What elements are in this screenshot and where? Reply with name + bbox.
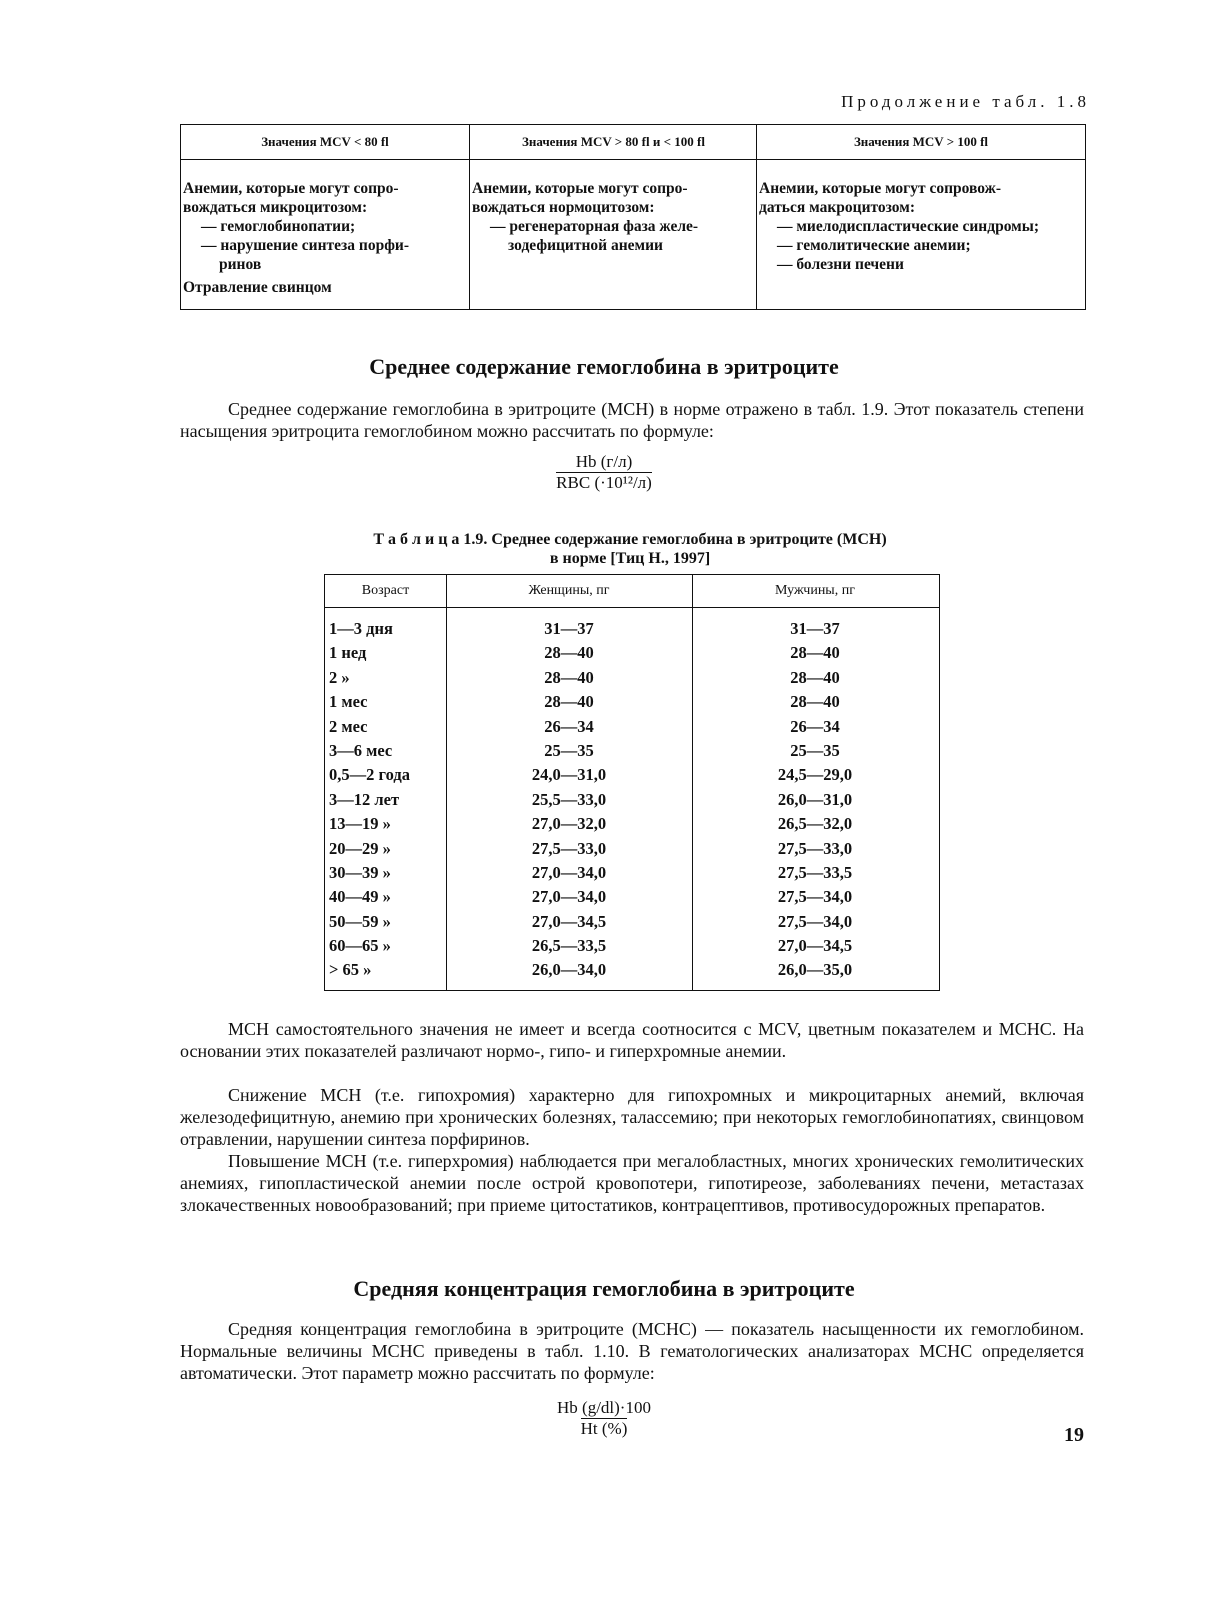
table-cell: 25—35 [790,740,840,760]
table-cell: 26,0—31,0 [777,789,853,809]
cell-line: — нарушение синтеза порфи- [201,237,410,254]
table-cell: 27,0—34,5 [777,936,853,956]
cell-line: — миелодиспластические синдромы; [777,218,1039,235]
table-cell: 26,5—33,5 [531,936,607,956]
table-1-8-col-3 [756,125,1085,309]
table-cell: 31—37 [544,619,594,638]
formula-numerator: Hb (г/л) [575,452,633,471]
table-row [325,668,939,692]
cell-line: Анемии, которые могут сопровож- [759,180,1002,197]
cell-line: — гемоглобинопатии; [201,218,356,235]
table-cell: 28—40 [790,643,840,663]
table-cell: 28—40 [544,667,594,687]
table-header-cell: Значения MCV > 80 fl и < 100 fl [522,134,705,149]
formula-mchc [0,1398,1208,1439]
table-cell: 50—59 » [329,911,391,931]
paragraph: Снижение MCH (т.е. гипохромия) характерно для гипохромных и микроцитарных анемий, включая железодефицитную, анемию при хронических болезнях, талассемию; при некоторых гемоглобинопатиях, свинцовом отравлении, нарушении синтеза порфиринов. [180,1085,1084,1149]
table-cell: 30—39 » [329,862,391,882]
table-cell: 27,5—34,0 [777,887,853,907]
table-header-cell: Значения MCV < 80 fl [261,134,389,149]
table-1-8 [180,124,1086,310]
table-cell: 3—12 лет [329,789,400,809]
table-header-cell: Женщины, пг [528,583,610,598]
table-row [325,741,939,765]
table-cell: 28—40 [544,692,594,712]
table-cell: 27,0—34,0 [531,862,607,882]
table-row [325,643,939,667]
cell-line: Анемии, которые могут сопро- [183,180,399,197]
table-row [325,887,939,911]
table-cell: 2 мес [329,716,368,736]
table-1-8-col-1 [181,125,469,309]
caption-line: Т а б л и ц а 1.9. Среднее содержание гемоглобина в эритроците (MCH) [373,531,887,548]
table-cell: 27,5—33,0 [777,838,853,858]
formula-numerator: Hb (g/dl)·100 [557,1398,651,1417]
table-cell: 1 мес [329,692,368,712]
table-row [325,936,939,960]
table-body [325,619,939,985]
table-cell: 27,5—33,5 [777,862,853,882]
paragraph: Средняя концентрация гемоглобина в эритроците (MCHC) — показатель насыщенности их гемоглобином. Нормальные величины MCHC приведены в табл. 1.10. В гематологических анализаторах MCHC определяется автоматически. Этот параметр можно рассчитать по формуле: [180,1319,1084,1383]
table-cell: 27,0—32,0 [531,814,607,834]
table-cell: 28—40 [790,667,840,687]
table-cell: 31—37 [790,619,840,638]
table-cell: 26,5—32,0 [777,814,853,834]
paragraph: Повышение MCH (т.е. гиперхромия) наблюдается при мегалобластных, многих хронических гемолитических анемиях, гипопластической анемии после острой кровопотери, гипотиреозе, заболеваниях печени, метастазах злокачественных новообразований; при приеме цитостатиков, контрацептивов, противосудорожных препаратов. [180,1151,1084,1215]
table-header-cell: Возраст [361,583,410,598]
formula-denominator: RBC (·10¹²/л) [556,473,652,492]
table-cell: 28—40 [544,643,594,663]
formula-denominator: Ht (%) [580,1419,628,1438]
table-cell: 1—3 дня [329,619,393,638]
table-cell: 27,0—34,0 [531,887,607,907]
table-cell: 24,5—29,0 [777,765,853,785]
table-cell: 28—40 [790,692,840,712]
cell-line: зодефицитной анемии [508,237,663,254]
table-row [325,912,939,936]
cell-line: — болезни печени [777,256,904,273]
formula-mch [0,452,1208,493]
table-row [325,863,939,887]
table-cell: 26,0—34,0 [531,960,607,980]
table-cell: 26,0—35,0 [777,960,853,980]
table-cell: 1 нед [329,643,367,663]
cell-line: — регенераторная фаза желе- [490,218,699,235]
paragraph: Среднее содержание гемоглобина в эритроците (MCH) в норме отражено в табл. 1.9. Этот показатель степени насыщения эритроцита гемоглобином можно рассчитать по формуле: [180,399,1084,441]
table-row [325,790,939,814]
table-cell: 25,5—33,0 [531,789,607,809]
cell-line: Отравление свинцом [183,279,332,296]
table-cell: 26—34 [790,716,840,736]
cell-line: вождаться микроцитозом: [183,199,368,216]
cell-line: Анемии, которые могут сопро- [472,180,688,197]
table-cell: 60—65 » [329,936,391,956]
table-cell: 2 » [329,667,350,687]
caption-line: в норме [Тиц Н., 1997] [549,550,711,567]
cell-line: — гемолитические анемии; [777,237,971,254]
table-cell: 13—19 » [329,814,391,834]
table-row [325,765,939,789]
cell-line: ринов [219,256,262,273]
table-cell: 20—29 » [329,838,391,858]
table-cell: 40—49 » [329,887,391,907]
table-header-cell: Значения MCV > 100 fl [853,134,989,149]
cell-line: вождаться нормоцитозом: [472,199,655,216]
table-row [325,814,939,838]
table-row [325,960,939,984]
table-row [325,839,939,863]
page-number: 19 [1064,1424,1084,1446]
table-cell: 3—6 мес [329,740,393,760]
table-cell: 25—35 [544,740,594,760]
table-cell: > 65 » [329,960,372,980]
table-cell: 27,5—33,0 [531,838,607,858]
table-row [325,717,939,741]
table-continuation-label: Продолжение табл. 1.8 [841,92,1090,111]
table-cell: 27,5—34,0 [777,911,853,931]
table-cell: 24,0—31,0 [531,765,607,785]
table-1-9 [324,574,940,991]
table-1-9-caption [0,530,1208,568]
table-cell: 26—34 [544,716,594,736]
table-header-cell: Мужчины, пг [775,583,855,598]
section-heading-mchc: Средняя концентрация гемоглобина в эритроците [353,1276,855,1301]
table-1-8-col-2 [469,125,757,309]
section-heading-mch: Среднее содержание гемоглобина в эритроците [369,354,839,379]
table-cell: 0,5—2 года [329,765,410,785]
table-row [325,619,939,643]
table-cell: 27,0—34,5 [531,911,607,931]
paragraph: MCH самостоятельного значения не имеет и всегда соотносится с MCV, цветным показателем и MCHC. На основании этих показателей различают нормо-, гипо- и гиперхромные анемии. [180,1019,1084,1061]
table-row [325,692,939,716]
cell-line: даться макроцитозом: [759,199,915,216]
